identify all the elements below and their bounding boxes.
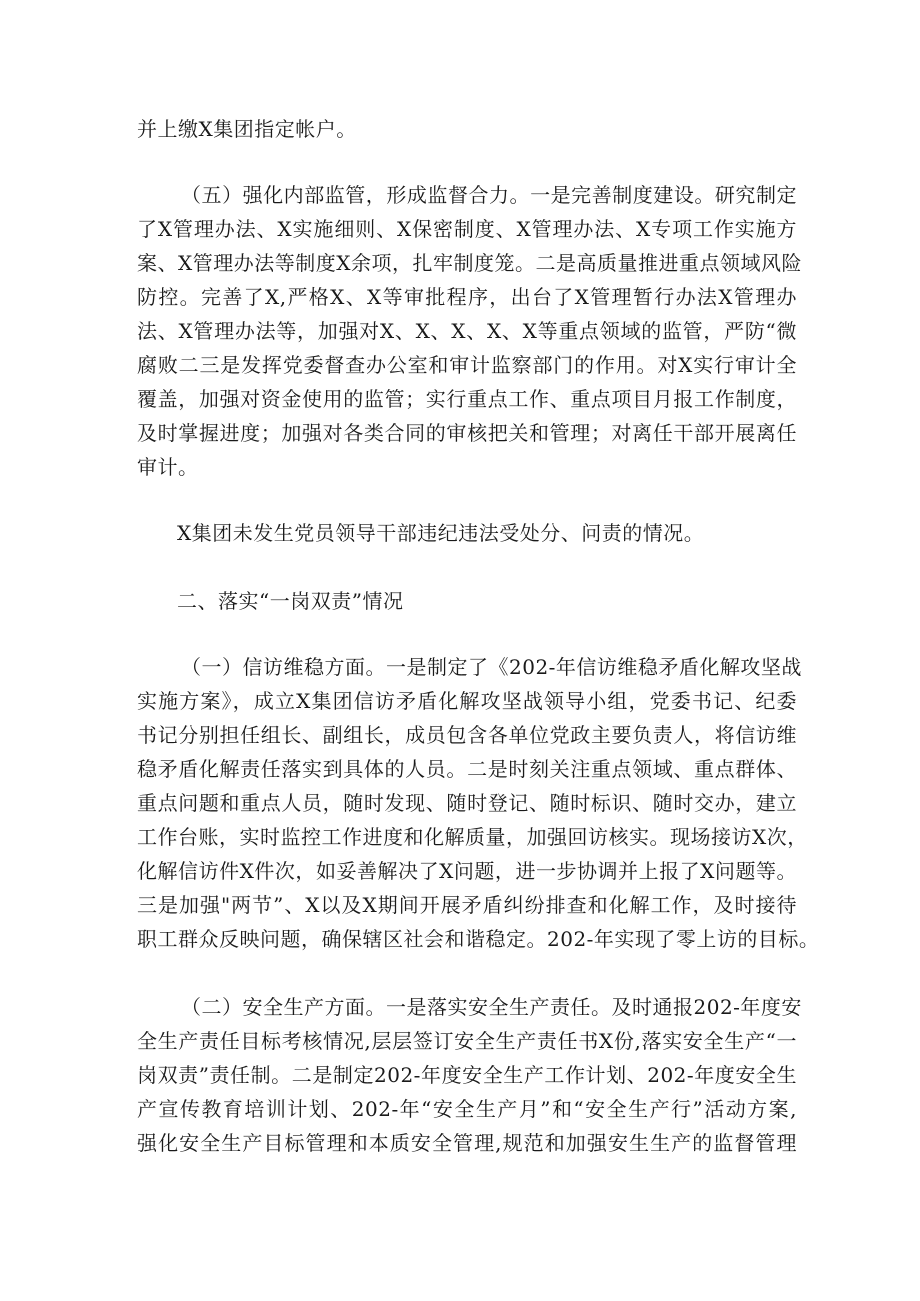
section-heading: 二、落实“一岗双责”情况 [177, 589, 404, 613]
text-line: 并上缴X集团指定帐户。 [137, 117, 357, 141]
text-line: 产宣传教育培训计划、202-年“安全生产月”和“安全生产行”活动方案, [137, 1097, 797, 1121]
text-line: X集团未发生党员领导干部违纪违法受处分、问责的情况。 [177, 521, 705, 545]
text-line: 岗双责”责任制。二是制定202-年度安全生产工作计划、202-年度安全生 [137, 1063, 797, 1087]
text-line: 重点问题和重点人员，随时发现、随时登记、随时标识、随时交办，建立 [137, 791, 797, 815]
text-line: 案、X管理办法等制度X余项，扎牢制度笼。二是高质量推进重点领域风险 [137, 251, 802, 275]
text-line: 职工群众反映问题，确保辖区社会和谐稳定。202-年实现了零上访的目标。 [137, 927, 820, 951]
text-line: （五）强化内部监管，形成监督合力。一是完善制度建设。研究制定 [181, 183, 797, 207]
text-line: 覆盖，加强对资金使用的监管；实行重点工作、重点项目月报工作制度， [137, 387, 797, 411]
text-line: 稳矛盾化解责任落实到具体的人员。二是时刻关注重点领域、重点群体、 [137, 757, 797, 781]
text-line: 防控。完善了X,严格X、X等审批程序，出台了X管理暂行办法X管理办 [137, 285, 797, 309]
text-line: 三是加强"两节”、X以及X期间开展矛盾纠纷排查和化解工作，及时接待 [137, 893, 797, 917]
text-line: （一）信访维稳方面。一是制定了《202-年信访维稳矛盾化解攻坚战 [181, 655, 802, 679]
text-line: 化解信访件X件次，如妥善解决了X问题，进一步协调并上报了X问题等。 [137, 859, 797, 883]
text-line: 法、X管理办法等，加强对X、X、X、X、X等重点领域的监管，严防“微 [137, 319, 797, 343]
text-line: 书记分别担任组长、副组长，成员包含各单位党政主要负责人，将信访维 [137, 723, 797, 747]
text-line: 全生产责任目标考核情况,层层签订安全生产责任书X份,落实安全生产“一 [137, 1029, 797, 1053]
text-line: 强化安全生产目标管理和本质安全管理,规范和加强安生生产的监督管理 [137, 1131, 797, 1155]
text-line: （二）安全生产方面。一是落实安全生产责任。及时通报202-年度安 [181, 995, 802, 1019]
text-line: 实施方案》，成立X集团信访矛盾化解攻坚战领导小组，党委书记、纪委 [137, 689, 797, 713]
text-line: 工作台账，实时监控工作进度和化解质量，加强回访核实。现场接访X次， [137, 825, 808, 849]
text-line: 了X管理办法、X实施细则、X保密制度、X管理办法、X专项工作实施方 [137, 217, 797, 241]
text-line: 审计。 [137, 455, 199, 479]
text-line: 腐败二三是发挥党委督查办公室和审计监察部门的作用。对X实行审计全 [137, 353, 797, 377]
text-line: 及时掌握进度；加强对各类合同的审核把关和管理；对离任干部开展离任 [137, 421, 797, 445]
